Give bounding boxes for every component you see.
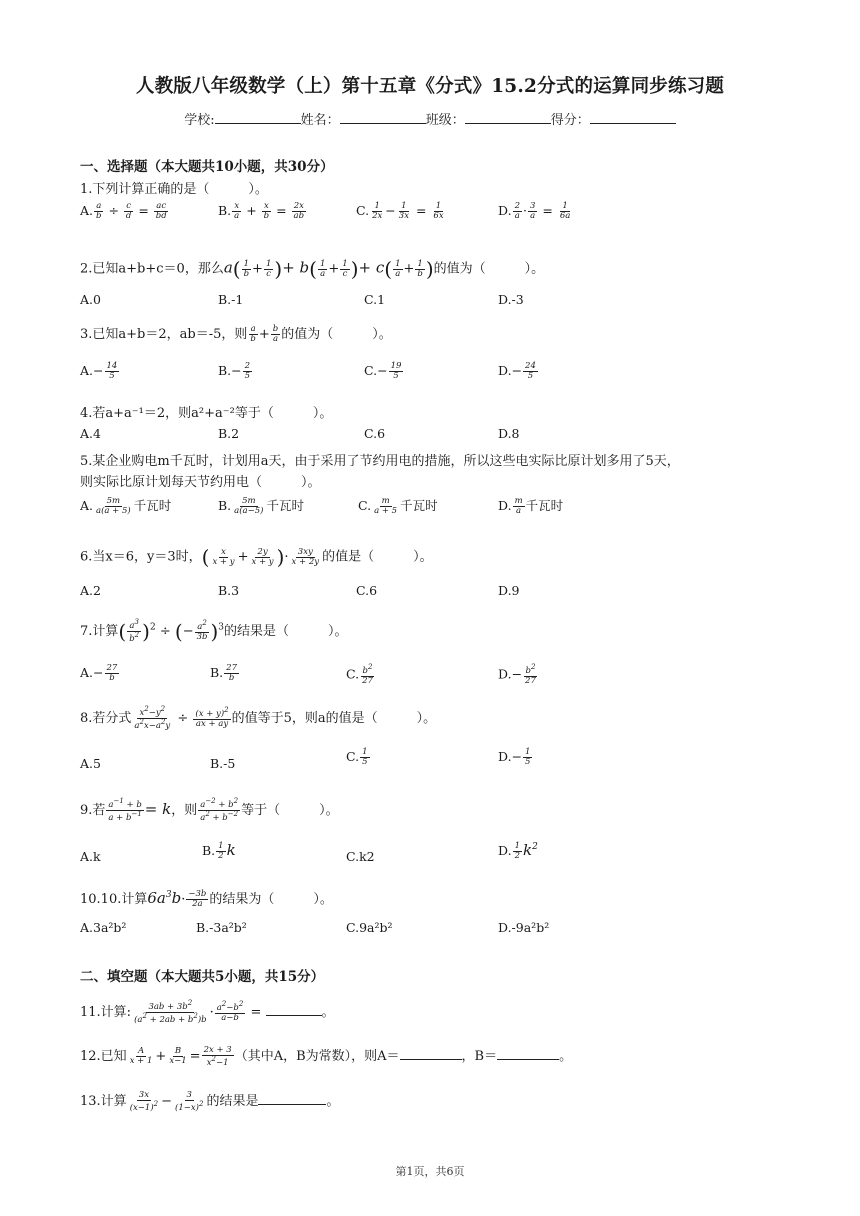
page-title: 人教版八年级数学（上）第十五章《分式》15.2分式的运算同步练习题 xyxy=(135,76,725,97)
question-5-stem-line1: 5.某企业购电m千瓦时，计划用a天，由于采用了节约用电的措施，所以这些电实际比原计划多用了5天， xyxy=(80,454,680,469)
question-10-option-d[interactable]: D.-9a²b² xyxy=(498,920,550,935)
question-2-option-d[interactable]: D.-3 xyxy=(498,292,524,307)
question-1-option-b[interactable]: B. $\frac{x}{a}$ + $\frac{x}{b}$ = $\frac{2x}{ab}$ xyxy=(218,201,305,221)
question-6-stem: 6.当x＝6，y＝3时，( $\frac{x}{x + y}$ + $\frac{2y}{x + y}$ )· $\frac{3xy}{x + 2y}$ 的值是（ ）。 xyxy=(80,545,433,569)
question-11-answer-blank[interactable] xyxy=(266,1002,322,1016)
question-10-option-b[interactable]: B.-3a²b² xyxy=(196,920,247,935)
question-5-option-c[interactable]: C. $\frac{m}{a + 5}$ 千瓦时 xyxy=(358,496,438,516)
student-info-line xyxy=(0,109,860,128)
question-13-stem: 13.计算 $\frac{3x}{(x-1)^2}$ − $\frac{3}{(1-x)^2}$ 的结果是 。 xyxy=(80,1089,340,1113)
question-9-option-d[interactable]: D. $\frac{1}{2}$ $k^2$ xyxy=(498,841,538,861)
class-blank[interactable] xyxy=(465,110,551,124)
question-5-stem-line2: 则实际比原计划每天节约用电（ ）。 xyxy=(80,475,321,490)
question-8-stem: 8.若分式 $\frac{x^2-y^2}{a^2x-a^2y}$ ÷ $\frac{(x + y)^2}{ax + ay}$ 的值等于5，则a的值是（ ）。 xyxy=(80,705,437,731)
question-2-option-c[interactable]: C.1 xyxy=(364,292,386,307)
question-10-option-a[interactable]: A.3a²b² xyxy=(80,920,127,935)
question-12-answer-a-blank[interactable] xyxy=(400,1046,462,1060)
question-4-option-c[interactable]: C.6 xyxy=(364,426,386,441)
question-6-option-d[interactable]: D.9 xyxy=(498,583,520,598)
question-3-option-a[interactable]: A.− $\frac{14}{5}$ xyxy=(80,361,118,381)
question-6-option-a[interactable]: A.2 xyxy=(80,583,101,598)
question-12-stem: 12.已知 $\frac{A}{x + 1}$ + $\frac{B}{x-1}$ = $\frac{2x + 3}{x^2-1}$ （其中A，B为常数），则A＝ ，B＝ 。 xyxy=(80,1044,573,1068)
name-label: 姓名： xyxy=(300,113,340,128)
question-2-option-a[interactable]: A.0 xyxy=(80,292,101,307)
question-2-option-b[interactable]: B.-1 xyxy=(218,292,244,307)
question-11-stem: 11.计算: $\frac{3ab + 3b^2}{(a^2 + 2ab + b^2)b}$ · $\frac{a^2-b^2}{a-b}$ = 。 xyxy=(80,999,335,1025)
question-9-stem: 9.若 $\frac{a^{-1} + b}{a + b^{-1}}$ = k，则 $\frac{a^{-2} + b^2}{a^2 + b^{-2}}$ 等于（ ）。 xyxy=(80,797,339,823)
question-8-option-a[interactable]: A.5 xyxy=(80,756,101,771)
question-2-stem: 2.已知a+b+c＝0，那么a( $\frac{1}{b}$ + $\frac{1}{c}$ )+ b( $\frac{1}{a}$ + $\frac{1}{c}$ )+ c( $\frac{1}{a}$ + $\frac{1}{b}$ )的值为（ ）。 xyxy=(80,257,545,281)
question-5-option-a[interactable]: A. $\frac{5m}{a(a + 5)}$ 千瓦时 xyxy=(80,496,172,516)
question-9-option-c[interactable]: C.k2 xyxy=(346,849,375,864)
question-1-option-a[interactable]: A. $\frac{a}{b}$ ÷ $\frac{c}{d}$ = $\frac{ac}{bd}$ xyxy=(80,201,167,221)
question-3-option-d[interactable]: D.− $\frac{24}{5}$ xyxy=(498,361,536,381)
question-7-option-c[interactable]: C. $\frac{b^2}{27}$ xyxy=(346,663,373,686)
question-10-stem: 10.10.计算$6a^3b\cdot$ $\frac{-3b}{2a}$ 的结果为（ ）。 xyxy=(80,889,333,909)
question-3-option-c[interactable]: C.− $\frac{19}{5}$ xyxy=(364,361,402,381)
question-1-option-d[interactable]: D. $\frac{2}{a}$ · $\frac{3}{a}$ = $\frac{1}{6a}$ xyxy=(498,201,571,221)
question-9-option-a[interactable]: A.k xyxy=(80,849,101,864)
school-blank[interactable] xyxy=(215,110,301,124)
question-12-answer-b-blank[interactable] xyxy=(497,1046,559,1060)
question-8-option-c[interactable]: C. $\frac{1}{5}$ xyxy=(346,747,368,767)
question-5-option-d[interactable]: D. $\frac{m}{a}$ 千瓦时 xyxy=(498,496,564,516)
question-1-stem: 1.下列计算正确的是（ ）。 xyxy=(80,182,268,197)
section-heading-choice: 一、选择题（本大题共10小题，共30分） xyxy=(80,159,334,175)
question-3-stem: 3.已知a+b＝2，ab＝-5，则 $\frac{a}{b}$ + $\frac{b}{a}$ 的值为（ ）。 xyxy=(80,324,392,344)
question-13-answer-blank[interactable] xyxy=(258,1091,326,1105)
section-heading-fill: 二、填空题（本大题共5小题，共15分） xyxy=(80,969,325,985)
question-7-option-a[interactable]: A.− $\frac{27}{b}$ xyxy=(80,663,118,683)
question-7-stem: 7.计算( $\frac{a^3}{b^2}$ )$^2$ ÷ (− $\frac{a^2}{3b}$ )$^3$的结果是（ ）。 xyxy=(80,618,348,644)
score-blank[interactable] xyxy=(590,110,676,124)
question-7-option-b[interactable]: B. $\frac{27}{b}$ xyxy=(210,663,237,683)
page-footer: 第1页，共6页 xyxy=(395,1165,465,1178)
question-1-option-c[interactable]: C. $\frac{1}{2x}$ − $\frac{1}{3x}$ = $\frac{1}{6x}$ xyxy=(356,201,444,221)
school-label: 学校: xyxy=(184,113,215,128)
question-4-option-d[interactable]: D.8 xyxy=(498,426,520,441)
question-6-option-b[interactable]: B.3 xyxy=(218,583,240,598)
question-7-option-d[interactable]: D.− $\frac{b^2}{27}$ xyxy=(498,663,536,686)
score-label: 得分： xyxy=(550,113,590,128)
question-6-option-c[interactable]: C.6 xyxy=(356,583,378,598)
question-3-option-b[interactable]: B.− $\frac{2}{5}$ xyxy=(218,361,251,381)
question-8-option-b[interactable]: B.-5 xyxy=(210,756,236,771)
question-4-stem: 4.若a+a⁻¹＝2，则a²+a⁻²等于（ ）。 xyxy=(80,406,333,421)
question-9-option-b[interactable]: B. $\frac{1}{2}$ k xyxy=(202,841,236,861)
question-8-option-d[interactable]: D.− $\frac{1}{5}$ xyxy=(498,747,531,767)
question-5-option-b[interactable]: B. $\frac{5m}{a(a-5)}$ 千瓦时 xyxy=(218,496,304,516)
question-10-option-c[interactable]: C.9a²b² xyxy=(346,920,393,935)
name-blank[interactable] xyxy=(340,110,426,124)
question-4-option-a[interactable]: A.4 xyxy=(80,426,101,441)
question-4-option-b[interactable]: B.2 xyxy=(218,426,240,441)
class-label: 班级： xyxy=(425,113,465,128)
